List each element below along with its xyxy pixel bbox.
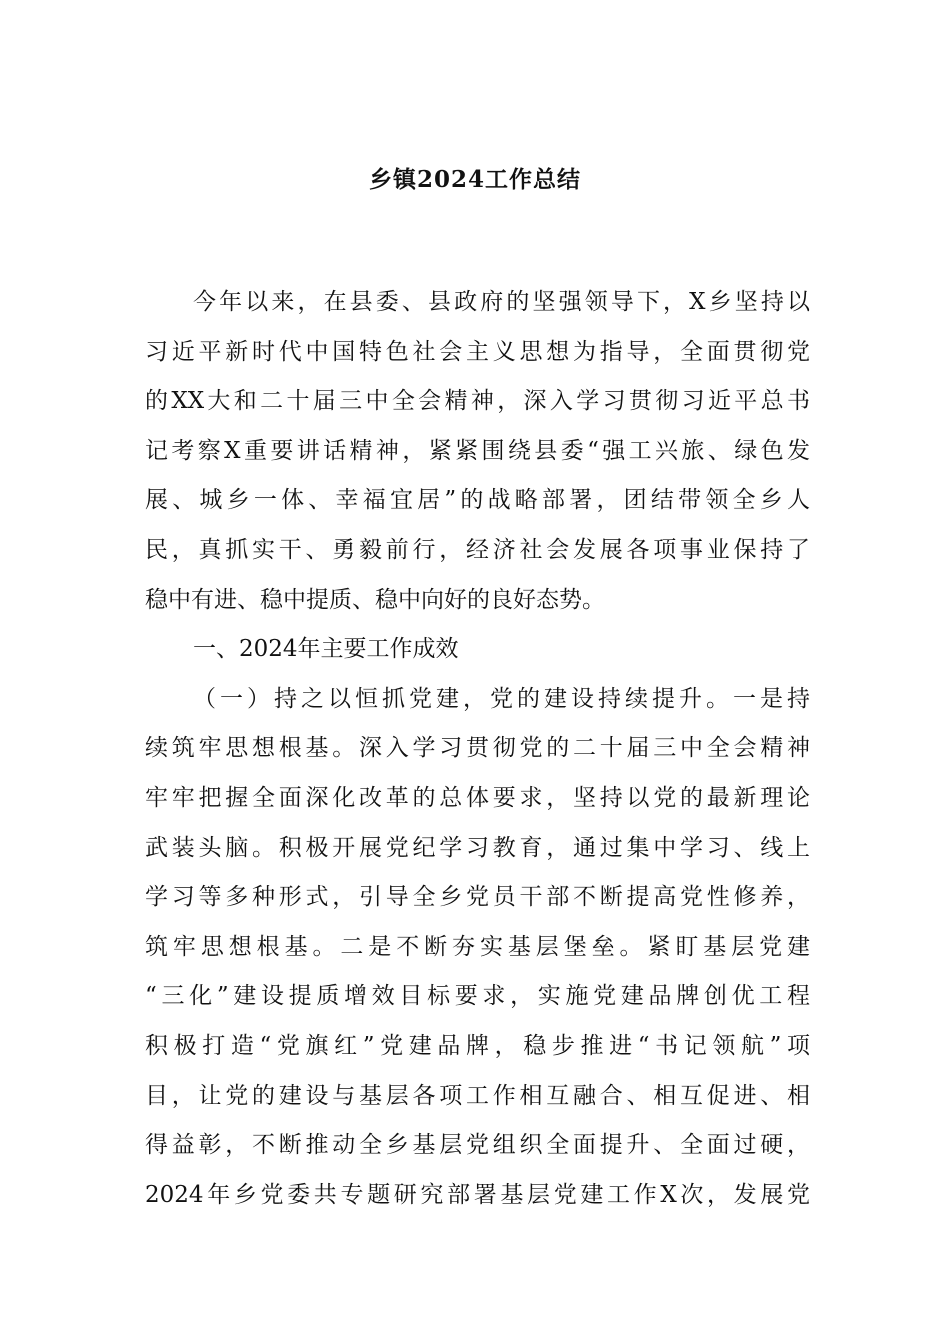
paragraph-line: 牢牢把握全面深化改革的总体要求，坚持以党的最新理论 [145, 784, 810, 811]
paragraph-line: “三化”建设提质增效目标要求，实施党建品牌创优工程 [145, 983, 810, 1010]
paragraph-line: 筑牢思想根基。二是不断夯实基层堡垒。紧盯基层党建 [145, 933, 810, 960]
paragraph-line: 民，真抓实干、勇毅前行，经济社会发展各项事业保持了 [145, 536, 810, 563]
paragraph-line: 的XX大和二十届三中全会精神，深入学习贯彻习近平总书 [145, 388, 810, 415]
paragraph-line: 2024年乡党委共专题研究部署基层党建工作X次，发展党 [145, 1181, 810, 1208]
paragraph-line: 展、城乡一体、幸福宜居”的战略部署，团结带领全乡人 [145, 487, 810, 514]
paragraph-line: 记考察X重要讲话精神，紧紧围绕县委“强工兴旅、绿色发 [145, 437, 810, 464]
paragraph-line: 学习等多种形式，引导全乡党员干部不断提高党性修养， [145, 884, 810, 911]
paragraph-line: 目，让党的建设与基层各项工作相互融合、相互促进、相 [145, 1082, 810, 1109]
paragraph-line: 习近平新时代中国特色社会主义思想为指导，全面贯彻党 [145, 338, 810, 365]
paragraph-line: 武装头脑。积极开展党纪学习教育，通过集中学习、线上 [145, 834, 810, 861]
section-heading: 一、2024年主要工作成效 [193, 636, 459, 663]
paragraph-line: 积极打造“党旗红”党建品牌，稳步推进“书记领航”项 [145, 1032, 810, 1059]
paragraph-line: 得益彰，不断推动全乡基层党组织全面提升、全面过硬， [145, 1132, 810, 1159]
paragraph-line: 今年以来，在县委、县政府的坚强领导下，X乡坚持以 [193, 289, 810, 315]
document-title: 乡镇2024工作总结 [368, 166, 581, 193]
paragraph-line: 稳中有进、稳中提质、稳中向好的良好态势。 [145, 586, 605, 613]
document-body [145, 278, 810, 1220]
paragraph-line: （一）持之以恒抓党建，党的建设持续提升。一是持 [193, 685, 810, 712]
paragraph-line: 续筑牢思想根基。深入学习贯彻党的二十届三中全会精神 [145, 735, 810, 762]
